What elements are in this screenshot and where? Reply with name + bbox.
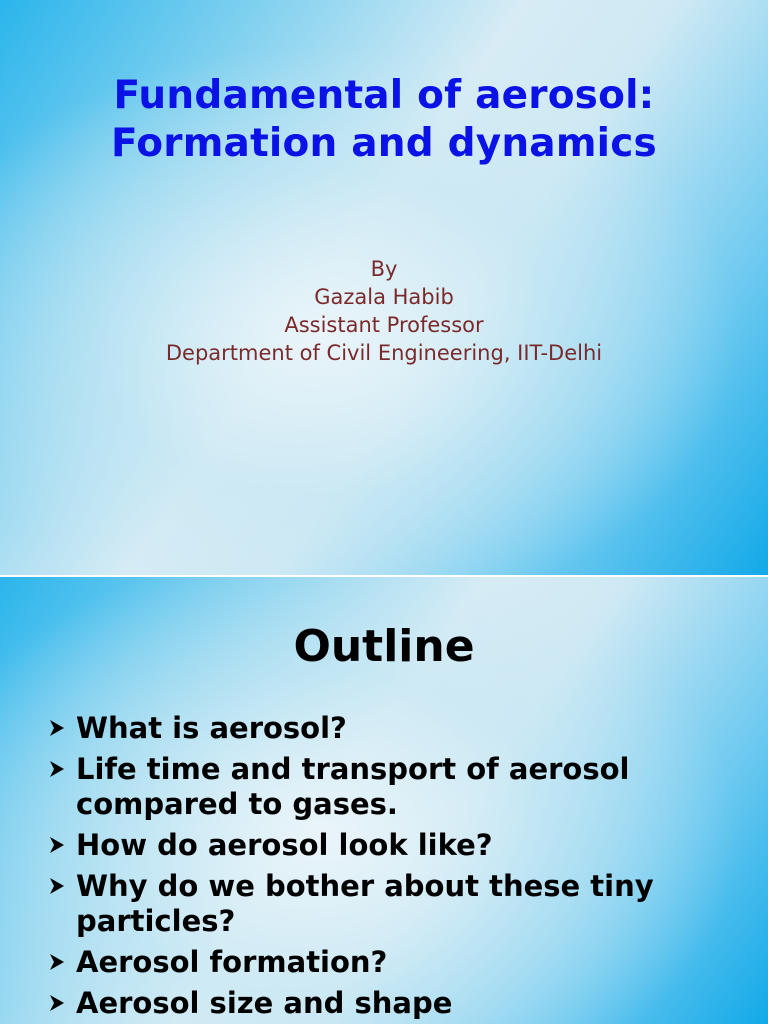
outline-item-text: Aerosol formation? [76, 945, 388, 979]
author-byline [0, 255, 768, 367]
arrow-bullet-icon [46, 948, 70, 976]
outline-item [46, 945, 746, 980]
arrow-bullet-icon [46, 714, 70, 742]
by-label: By [370, 257, 398, 281]
author-name: Gazala Habib [314, 285, 454, 309]
outline-item [46, 711, 746, 746]
outline-item [46, 869, 746, 939]
outline-item-text: Life time and transport of aerosol compared to gases. [76, 752, 630, 821]
outline-item-text: Why do we bother about these tiny particles? [76, 869, 654, 938]
arrow-bullet-icon [46, 989, 70, 1017]
arrow-bullet-icon [46, 872, 70, 900]
outline-item [46, 828, 746, 863]
outline-item [46, 986, 746, 1021]
outline-item [46, 752, 746, 822]
author-position: Assistant Professor [284, 313, 484, 337]
arrow-bullet-icon [46, 755, 70, 783]
outline-item-text: How do aerosol look like? [76, 828, 493, 862]
outline-item-text: What is aerosol? [76, 711, 347, 745]
outline-heading: Outline [293, 621, 475, 672]
title-line-1: Fundamental of aerosol: [113, 73, 655, 118]
arrow-bullet-icon [46, 831, 70, 859]
outline-list [46, 711, 746, 1024]
outline-slide [0, 577, 768, 1024]
title-line-2: Formation and dynamics [111, 121, 657, 166]
outline-item-text: Aerosol size and shape [76, 986, 453, 1020]
author-department: Department of Civil Engineering, IIT-Delhi [165, 341, 603, 365]
slide-title [0, 72, 768, 168]
